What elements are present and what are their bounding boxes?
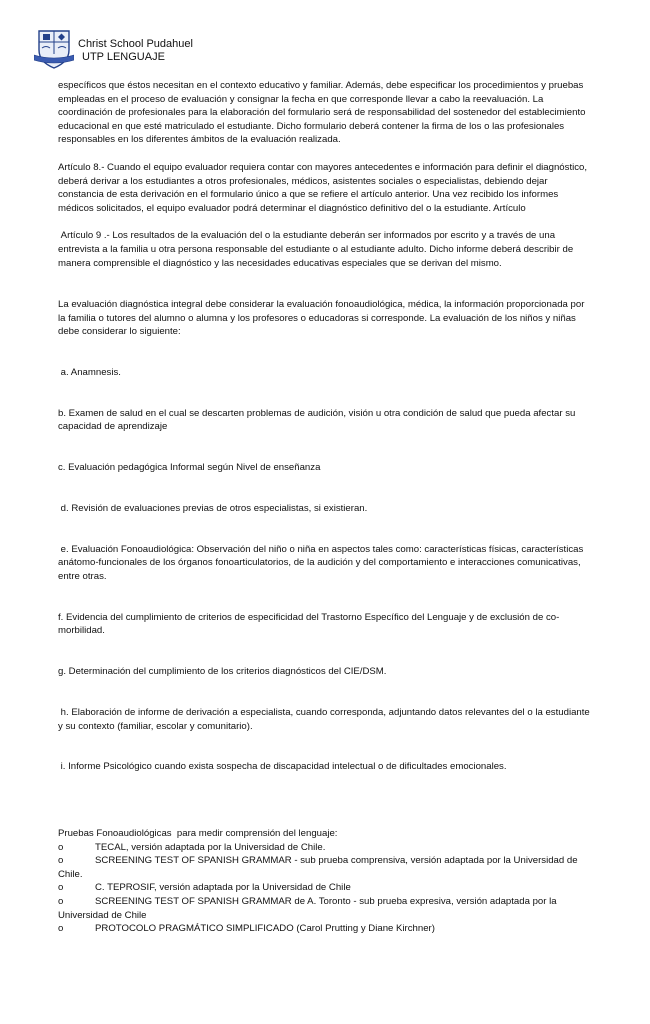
evaluation-item: b. Examen de salud en el cual se descarten problemas de audición, visión u otra condición de salud que pueda afectar su capacidad de aprendizaje — [58, 407, 578, 433]
document-body — [58, 79, 594, 936]
evaluation-item: c. Evaluación pedagógica Informal según Nivel de enseñanza — [58, 462, 321, 474]
test-item-text: C. TEPROSIF, versión adaptada por la Universidad de Chile — [95, 882, 351, 894]
evaluation-intro: La evaluación diagnóstica integral debe considerar la evaluación fonoaudiológica, médica, la información proporcionada por la familia o tutores del alumno o alumna y los profesores o educadoras si corresponde. La evaluación de los niños y niñas debe considerar lo siguiente: — [58, 299, 585, 338]
test-item — [58, 881, 594, 895]
bullet-marker: o — [58, 855, 64, 867]
bullet-marker: o — [58, 841, 64, 853]
evaluation-item: h. Elaboración de informe de derivación a especialista, cuando corresponda, adjuntando datos relevantes del o la estudiante y su contexto (familiar, escolar y comunitario). — [58, 706, 593, 732]
test-item — [58, 922, 594, 936]
evaluation-item: a. Anamnesis. — [58, 367, 121, 379]
evaluation-list — [58, 339, 594, 801]
evaluation-item: i. Informe Psicológico cuando exista sospecha de discapacidad intelectual o de dificultades emocionales. — [58, 761, 507, 773]
test-item — [58, 841, 594, 855]
department-name: UTP LENGUAJE — [82, 51, 165, 63]
evaluation-item: d. Revisión de evaluaciones previas de otros especialistas, si existieran. — [58, 503, 368, 515]
evaluation-item: f. Evidencia del cumplimiento de criterios de especificidad del Trastorno Específico del Lenguaje y de exclusión de co-morbilidad. — [58, 611, 560, 637]
test-item-text: SCREENING TEST OF SPANISH GRAMMAR - sub prueba comprensiva, versión adaptada por la Universidad de Chile. — [58, 855, 578, 880]
evaluation-item: e. Evaluación Fonoaudiológica: Observación del niño o niña en aspectos tales como: características físicas, características anátomo-funcionales de los órganos fonoarticulatorios, de la audición y del comportamiento e interacciones comunicativas, entre otras. — [58, 543, 586, 582]
school-name: Christ School Pudahuel — [78, 38, 193, 50]
test-item-text: SCREENING TEST OF SPANISH GRAMMAR de A. Toronto - sub prueba expresiva, versión adaptada por la Universidad de Chile — [58, 896, 557, 921]
test-item-text: PROTOCOLO PRAGMÁTICO SIMPLIFICADO (Carol Prutting y Diane Kirchner) — [95, 923, 435, 935]
tests-title: Pruebas Fonoaudiológicas para medir comprensión del lenguaje: — [58, 828, 338, 840]
test-item-text: TECAL, versión adaptada por la Universidad de Chile. — [95, 841, 326, 853]
paragraph-article-9: Artículo 9 .- Los resultados de la evaluación del o la estudiante deberán ser informados por escrito y a través de una entrevista a la familia u otra persona responsable del estudiante o al estudiante adulto. Dicho informe deberá describir de manera comprensible el diagnóstico y las necesidades educativas especiales que se derivan del mismo. — [58, 230, 576, 269]
bullet-marker: o — [58, 896, 64, 908]
test-item — [58, 895, 594, 922]
test-item — [58, 854, 594, 881]
school-crest-logo — [34, 28, 74, 70]
tests-section — [58, 827, 594, 936]
paragraph-continuation: específicos que éstos necesitan en el contexto educativo y familiar. Además, debe especificar los procedimientos y pruebas empleadas en el proceso de evaluación y consignar la fecha en que corresponde llevar a cabo la reevaluación. La coordinación de profesionales para la elaboración del formulario será de responsabilidad del sostenedor del establecimiento educacional en que esté matriculado el estudiante. Dicho formulario deberá contener la firma de los o las profesionales responsables en los diferentes ámbitos de la evaluación realizada. — [58, 80, 586, 146]
evaluation-item: g. Determinación del cumplimiento de los criterios diagnósticos del CIE/DSM. — [58, 666, 387, 678]
bullet-marker: o — [58, 882, 64, 894]
paragraph-article-8: Artículo 8.- Cuando el equipo evaluador requiera contar con mayores antecedentes e información para definir el diagnóstico, deberá derivar a los estudiantes a otros profesionales, médicos, asistentes sociales o especialistas, debiendo dejar constancia de esta derivación en el formulario único a que se refiere el artículo anterior. Una vez recibido los informes médicos solicitados, el equipo evaluador podrá determinar el diagnóstico definitivo del o la estudiante. Artículo — [58, 161, 588, 214]
page-header — [34, 28, 434, 70]
bullet-marker: o — [58, 923, 64, 935]
